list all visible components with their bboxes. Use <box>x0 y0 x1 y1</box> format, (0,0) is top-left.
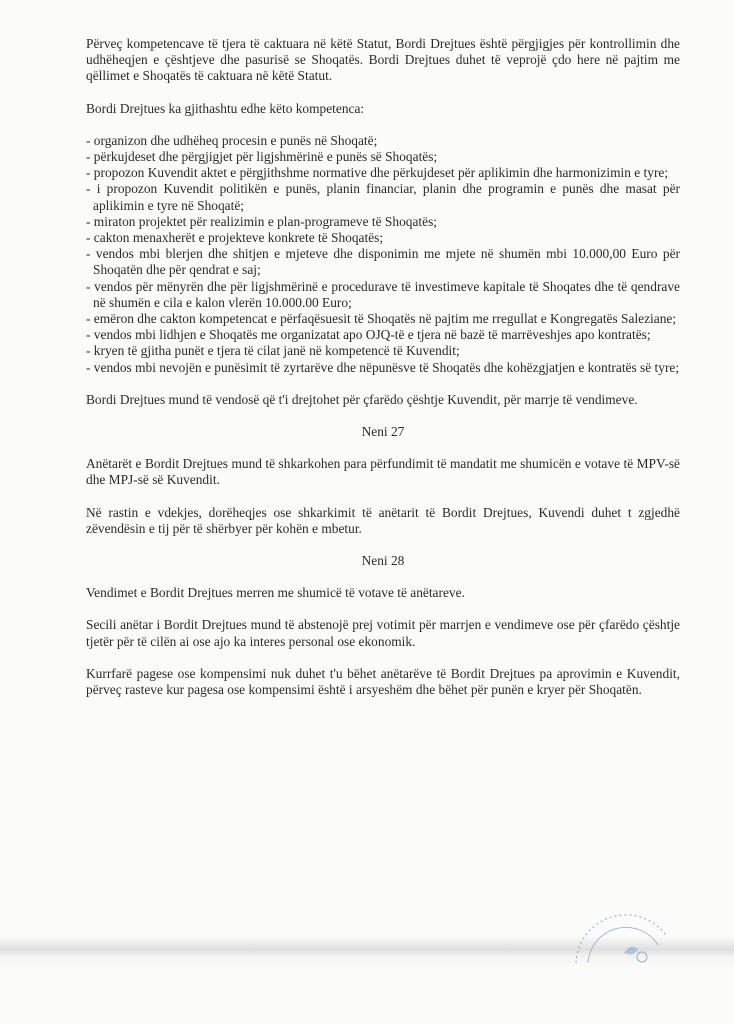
article-28-paragraph-1: Vendimet e Bordit Drejtues merren me shumicë të votave të anëtareve. <box>86 585 465 601</box>
list-item: - vendos mbi nevojën e punësimit të zyrtarëve dhe nëpunësve të Shoqatës dhe kohëzgjatjen e kontratës së tyre; <box>86 359 680 375</box>
article-28-paragraph-2: Secili anëtar i Bordit Drejtues mund të abstenojë prej votimit për marrjen e vendimeve ose për çfarëdo çështje tjetër për të cilën ai ose ajo ka interes personal ose ekonomik. <box>86 617 680 649</box>
list-item: - emëron dhe cakton kompetencat e përfaqësuesit të Shoqatës në pajtim me rregullat e Kongregatës Saleziane; <box>86 311 677 327</box>
list-item: - vendos mbi blerjen dhe shitjen e mjeteve dhe disponimin me mjete në shumën mbi 10.000,00 Euro për Shoqatën dhe për qendrat e saj; <box>86 246 680 278</box>
list-item: - miraton projektet për realizimin e plan-programeve të Shoqatës; <box>86 213 438 229</box>
article-28-paragraph-3: Kurrfarë pagese ose kompensimi nuk duhet t'u bëhet anëtarëve të Bordit Drejtues pa aprovimin e Kuvendit, përveç rasteve kur pagesa ose kompensimi është i arsyeshëm dhe bëhet për punën e kryer për Shoqatën. <box>86 665 680 698</box>
list-item: - vendos mbi lidhjen e Shoqatës me organizatat apo OJQ-të e tjera në bazë të marrëveshjes apo kontratës; <box>86 327 651 343</box>
list-item: - përkujdeset dhe përgjigjet për ligjshmërinë e punës së Shoqatës; <box>86 149 438 165</box>
list-item: - propozon Kuvendit aktet e përgjithshme normative dhe përkujdeset për aplikimin dhe harmonizimin e tyre; <box>86 165 669 181</box>
list-item: - organizon dhe udhëheq procesin e punës në Shoqatë; <box>86 132 378 148</box>
intro-paragraph: Përveç kompetencave të tjera të caktuara në këtë Statut, Bordi Drejtues është përgjigjes për kontrollimin dhe udhëheqjen e çështjeve dhe pasurisë se Shoqatës. Bordi Drejtues duhet të veprojë çdo here në pajtim me qëllimet e Shoqatës të caktuara në këtë Statut. <box>86 36 680 84</box>
closing-paragraph: Bordi Drejtues mund të vendosë që t'i drejtohet për çfarëdo çështje Kuvendit, për marrje të vendimeve. <box>86 391 638 407</box>
article-27-paragraph-1: Anëtarët e Bordit Drejtues mund të shkarkohen para përfundimit të mandatit me shumicën e votave të MPV-së dhe MPJ-së së Kuvendit. <box>86 456 680 488</box>
article-27-paragraph-2: Në rastin e vdekjes, dorëheqjes ose shkarkimit të anëtarit të Bordit Drejtues, Kuvendi duhet t zgjedhë zëvendësin e tij për të shërbyer për kohën e mbetur. <box>86 504 680 536</box>
competences-list <box>86 133 680 376</box>
stamp-seal-icon <box>566 905 676 965</box>
list-item: - vendos për mënyrën dhe për ligjshmërinë e procedurave të investimeve kapitale të Shoqates dhe të qendrave në shumën e cila e kalon vlerën 10.000.00 Euro; <box>86 278 680 310</box>
article-28-heading: Neni 28 <box>361 553 405 569</box>
competences-intro: Bordi Drejtues ka gjithashtu edhe këto kompetenca: <box>86 100 365 116</box>
list-item: - i propozon Kuvendit politikën e punës, planin financiar, planin dhe programin e punës dhe masat për aplikimin e tyre në Shoqatë; <box>86 181 680 213</box>
list-item: - kryen të gjitha punët e tjera të cilat janë në kompetencë të Kuvendit; <box>86 343 460 359</box>
document-page <box>86 36 680 698</box>
list-item: - cakton menaxherët e projekteve konkrete të Shoqatës; <box>86 230 384 246</box>
article-27-heading: Neni 27 <box>361 424 405 440</box>
